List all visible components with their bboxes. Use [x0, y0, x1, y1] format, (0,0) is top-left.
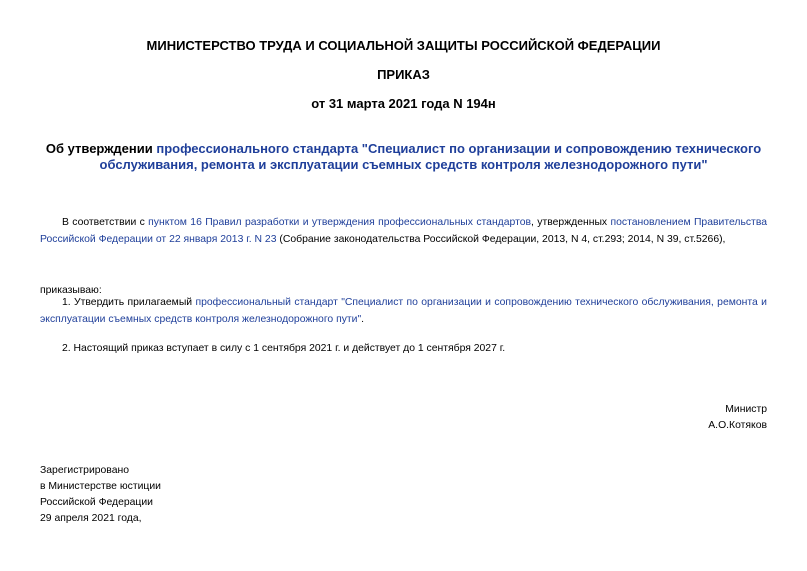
document-type-heading: ПРИКАЗ [377, 67, 430, 82]
registration-block [40, 463, 161, 527]
registration-line-4: 29 апреля 2021 года, [40, 513, 142, 524]
ministry-heading: МИНИСТЕРСТВО ТРУДА И СОЦИАЛЬНОЙ ЗАЩИТЫ РОССИЙСКОЙ ФЕДЕРАЦИИ [146, 38, 661, 53]
paragraph-item-2: 2. Настоящий приказ вступает в силу с 1 сентября 2021 г. и действует до 1 сентября 2027 г. [62, 343, 506, 354]
professional-standard-link[interactable]: профессиональный стандарт "Специалист по организации и сопровождению технического обслуживания, ремонта и эксплуатации съемных средств контроля железнодорожного пути" [40, 297, 767, 325]
p3-text-after: . [361, 314, 365, 325]
rules-clause-link[interactable]: пунктом 16 Правил разработки и утверждения профессиональных стандартов [148, 217, 532, 228]
paragraph-basis [40, 214, 767, 248]
registration-line-3: Российской Федерации [40, 497, 153, 508]
p1-text-after: (Собрание законодательства Российской Федерации, 2013, N 4, ст.293; 2014, N 39, ст.5266), [276, 234, 726, 245]
p3-text-before: 1. Утвердить прилагаемый [62, 297, 196, 308]
paragraph-item-1 [40, 294, 767, 328]
registration-line-1: Зарегистрировано [40, 465, 130, 476]
registration-line-2: в Министерстве юстиции [40, 481, 161, 492]
p1-text-middle: , утвержденных [531, 217, 611, 228]
p1-text-before: В соответствии с [62, 217, 149, 228]
government-decree-link[interactable]: постановлением Правительства Российской Федерации от 22 января 2013 г. N 23 [40, 217, 768, 245]
document-title [40, 141, 767, 173]
paragraph-order-word: приказываю: [40, 285, 102, 296]
signatory-name: А.О.Котяков [708, 420, 767, 431]
title-standard-link[interactable]: профессионального стандарта "Специалист по организации и сопровождению технического обслуживания, ремонта и эксплуатации съемных средств контроля железнодорожного пути" [99, 141, 762, 172]
title-prefix: Об утверждении [45, 141, 157, 156]
signature-block [708, 402, 767, 434]
document-date-number: от 31 марта 2021 года N 194н [311, 96, 496, 111]
signatory-position: Министр [725, 404, 767, 415]
